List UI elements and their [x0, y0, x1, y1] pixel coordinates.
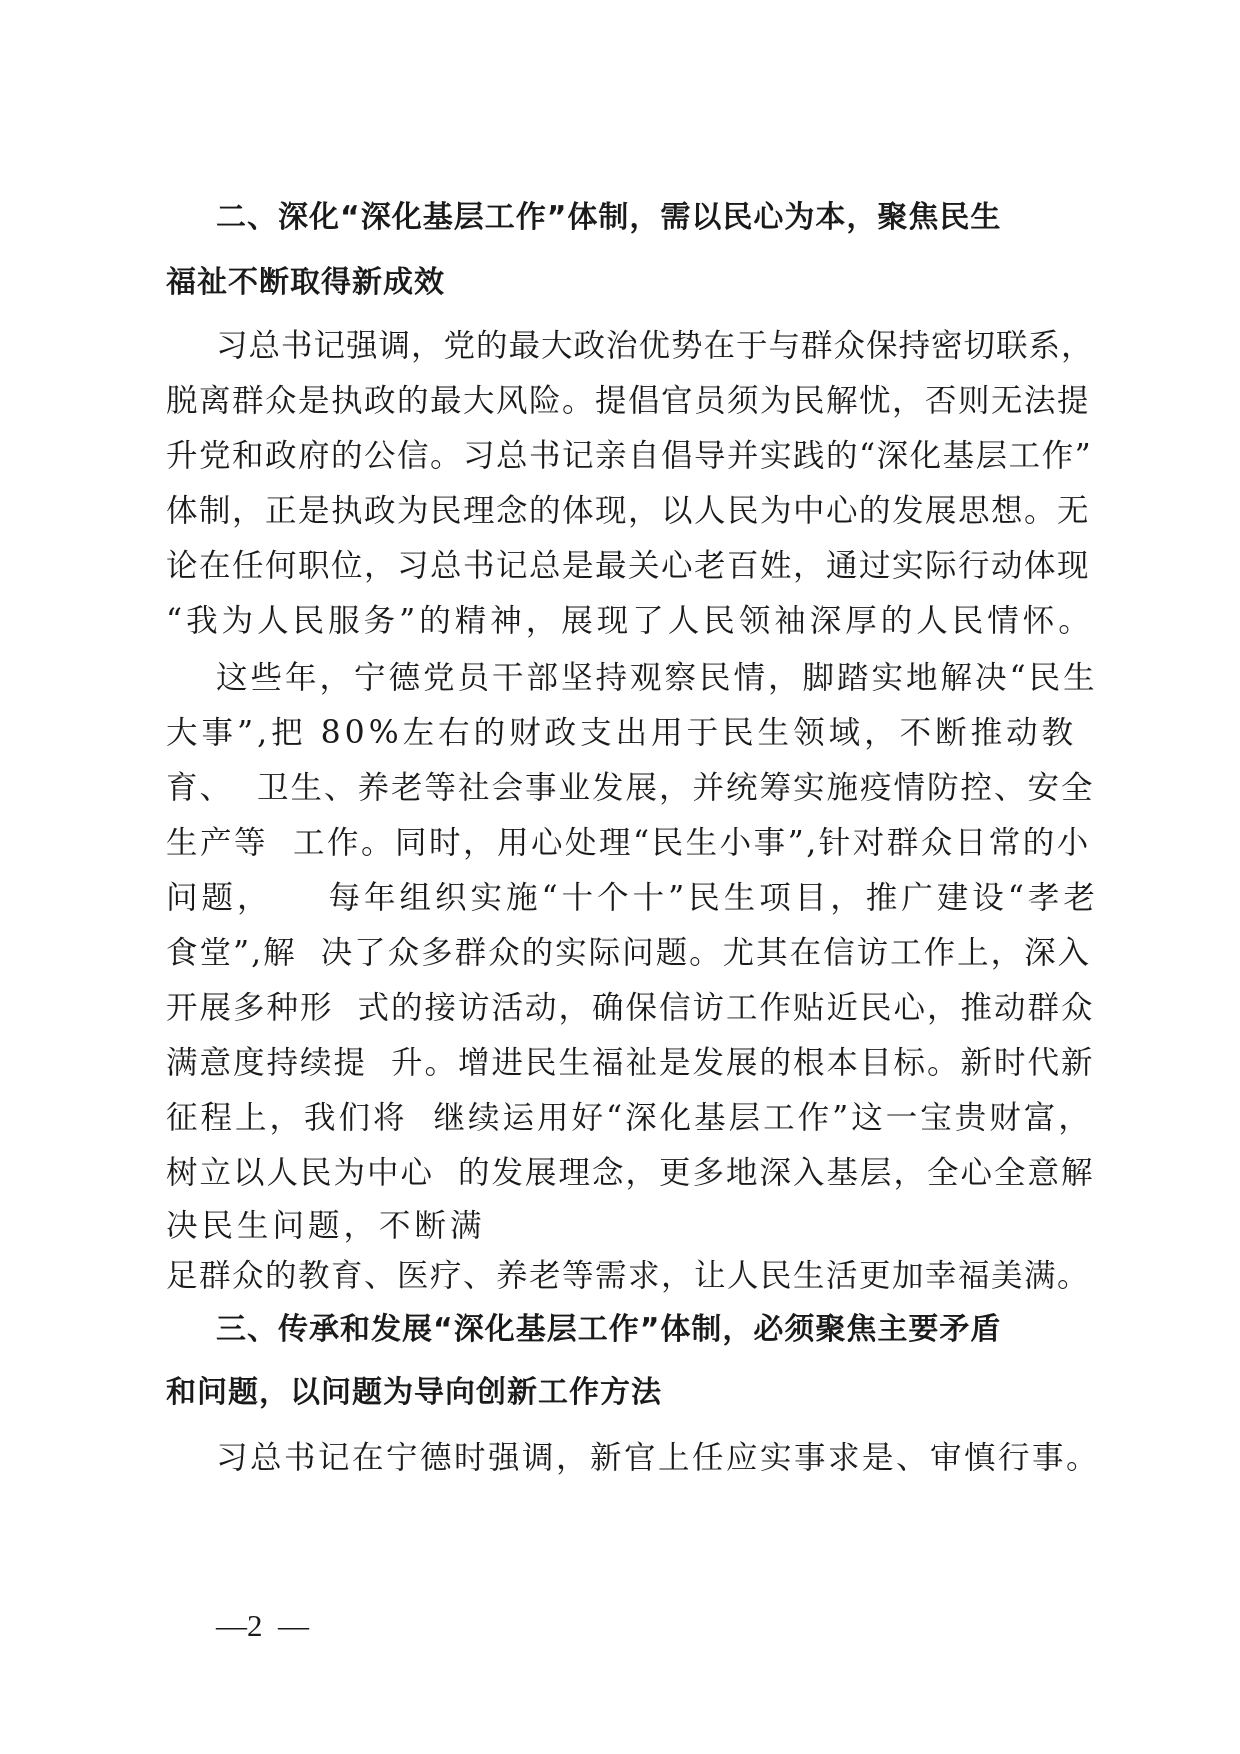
page-number: —2 —	[216, 1608, 309, 1643]
paragraph-line: 这些年，宁德党员干部坚持观察民情，脚踏实地解决“民生	[216, 660, 1098, 696]
paragraph-line: 育、 卫生、养老等社会事业发展，并统筹实施疫情防控、安全	[166, 770, 1095, 806]
section-heading-3-cont: 和问题，以问题为导向创新工作方法	[166, 1375, 662, 1410]
section-heading-2: 二、深化“深化基层工作”体制，需以民心为本，聚焦民生	[216, 200, 1002, 235]
paragraph-line: 习总书记强调，党的最大政治优势在于与群众保持密切联系，	[216, 328, 1094, 364]
section-heading-2-cont: 福祉不断取得新成效	[166, 265, 445, 300]
paragraph-line: 决民生问题，不断满	[166, 1208, 486, 1244]
paragraph-line: 食堂”,解 决了众多群众的实际问题。尤其在信访工作上，深入	[166, 935, 1092, 971]
paragraph-line: 体制，正是执政为民理念的体现，以人民为中心的发展思想。无	[166, 493, 1091, 529]
paragraph-line: 征程上，我们将 继续运用好“深化基层工作”这一宝贵财富，	[166, 1100, 1093, 1136]
paragraph-line: 足群众的教育、医疗、养老等需求，让人民生活更加幸福美满。	[166, 1258, 1091, 1294]
paragraph-line: 脱离群众是执政的最大风险。提倡官员须为民解忧，否则无法提	[166, 383, 1091, 419]
paragraph-line: 大事”,把 80%左右的财政支出用于民生领域，不断推动教	[166, 715, 1078, 751]
paragraph-line: 升党和政府的公信。习总书记亲自倡导并实践的“深化基层工作”	[166, 438, 1093, 474]
paragraph-line: 生产等 工作。同时，用心处理“民生小事”,针对群众日常的小	[166, 825, 1091, 861]
paragraph-line: “我为人民服务”的精神，展现了人民领袖深厚的人民情怀。	[166, 603, 1094, 639]
paragraph-line: 树立以人民为中心 的发展理念，更多地深入基层，全心全意解	[166, 1155, 1095, 1191]
paragraph-line: 论在任何职位，习总书记总是最关心老百姓，通过实际行动体现	[166, 548, 1091, 584]
section-heading-3: 三、传承和发展“深化基层工作”体制，必须聚焦主要矛盾	[216, 1312, 1002, 1347]
paragraph-line: 开展多种形 式的接访活动，确保信访工作贴近民心，推动群众	[166, 990, 1095, 1026]
paragraph-line: 满意度持续提 升。增进民生福祉是发展的根本目标。新时代新	[166, 1045, 1095, 1081]
paragraph-line: 问题， 每年组织实施“十个十”民生项目，推广建设“孝老	[166, 880, 1099, 916]
paragraph-line: 习总书记在宁德时强调，新官上任应实事求是、审慎行事。	[216, 1440, 1101, 1476]
